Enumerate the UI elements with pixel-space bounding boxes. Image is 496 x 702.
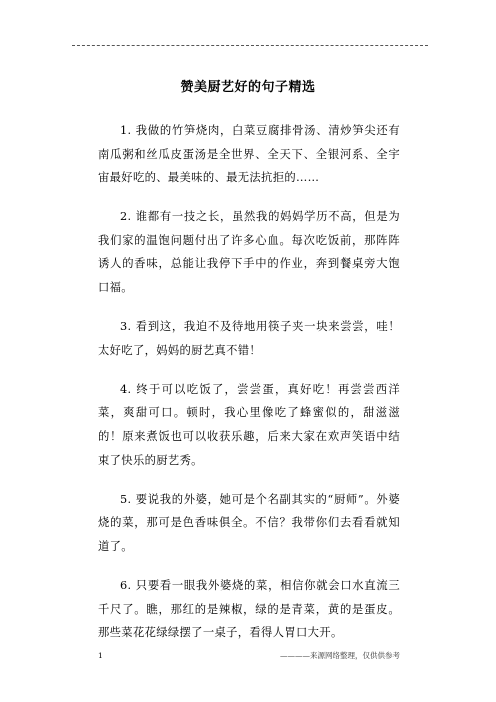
paragraph-6: 6. 只要看一眼我外婆烧的菜，相信你就会口水直流三千尺了。瞧，那红的是辣椒，绿的是青菜，黄的是蛋皮。那些菜花花绿绿摆了一桌子，看得人胃口大开。 [98,579,400,640]
paragraph-2: 2. 谁都有一技之长，虽然我的妈妈学历不高，但是为我们家的温饱问题付出了许多心血。每次吃饭前，那阵阵诱人的香味，总能让我停下手中的作业，奔到餐桌旁大饱口福。 [98,210,400,295]
paragraph-4: 4. 终于可以吃饭了，尝尝蛋，真好吃！再尝尝西洋菜，爽甜可口。顿时，我心里像吃了蜂蜜似的，甜滋滋的！原来煮饭也可以收获乐趣，后来大家在欢声笑语中结束了快乐的厨艺秀。 [98,382,400,467]
header-dashed-rule [72,45,428,46]
paragraph-1: 1. 我做的竹笋烧肉，白菜豆腐排骨汤、清炒笋尖还有南瓜粥和丝瓜皮蛋汤是全世界、全天下、全银河系、全宇宙最好吃的、最美味的、最无法抗拒的…… [98,124,400,185]
source-note: ————来源网络整理，仅供供参考 [280,651,400,660]
page-number: 1 [98,651,103,660]
paragraph-5: 5. 要说我的外婆，她可是个名副其实的“厨师”。外婆烧的菜，那可是色香味俱全。不信？我带你们去看看就知道了。 [98,492,400,553]
document-title: 赞美厨艺好的句子精选 [180,80,316,95]
paragraph-3: 3. 看到这，我迫不及待地用筷子夹一块来尝尝，哇！太好吃了，妈妈的厨艺真不错！ [98,320,400,357]
page-footer [98,649,400,663]
document-body [98,119,400,660]
